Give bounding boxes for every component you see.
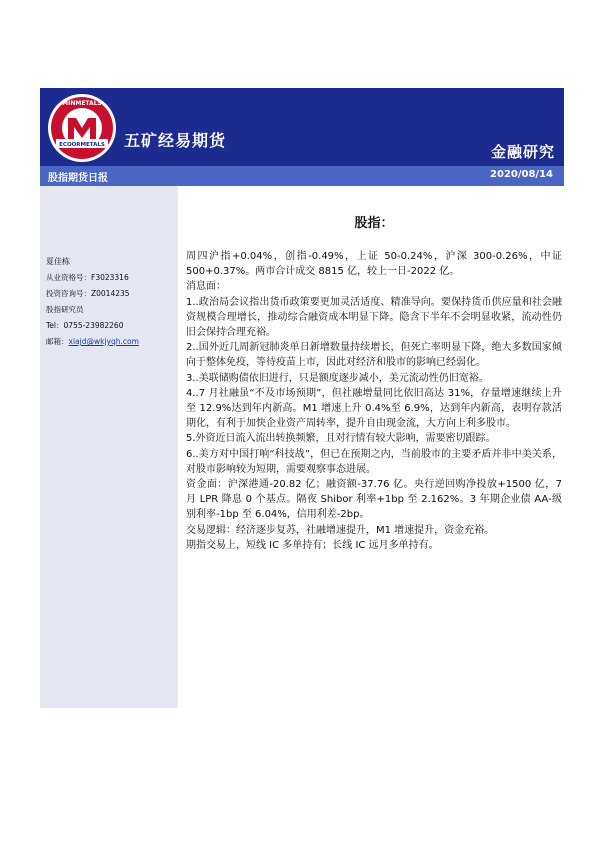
sub-header-band bbox=[40, 166, 564, 186]
news-item-5: 5.外资近日流入流出转换频繁，且对行情有较大影响，需要密切跟踪。 bbox=[186, 433, 496, 445]
logo-text: MINMETALS bbox=[62, 100, 102, 107]
header-band bbox=[40, 88, 564, 166]
trading-strategy: 期指交易上，短线 IC 多单持有；长线 IC 远月多单持有。 bbox=[186, 539, 439, 551]
department-name: 金融研究 bbox=[490, 143, 555, 161]
market-summary: 周四沪指+0.04%，创指-0.49%，上证 50-0.24%，沪深 300-0.26%，中证 500+0.37%。两市合计成交 8815 亿，较上一日-2022 亿。 bbox=[186, 251, 562, 278]
trading-logic: 交易逻辑：经济逐步复苏，社融增速提升，M1 增速提升，资金充裕。 bbox=[186, 524, 495, 536]
company-name: 五矿经易期货 bbox=[124, 131, 227, 150]
liquidity-paragraph: 资金面：沪深港通-20.82 亿；融资额-37.76 亿。央行逆回购净投放+1500 亿，7 月 LPR 降息 0 个基点。隔夜 Shibor 利率+1bp 至 2.162%。3 年期企业债 AA-级别利率-1bp 至 6.04%，信用利差-2bp。 bbox=[186, 479, 562, 521]
analyst-phone: Tel：0755-23982260 bbox=[46, 321, 124, 330]
analyst-name: 夏佳栋 bbox=[46, 257, 70, 266]
logo-subtext: ECOORMETALS bbox=[59, 142, 105, 148]
company-logo bbox=[46, 92, 118, 164]
news-item-4: 4..7 月社融虽“不及市场预期”，但社融增量同比依旧高达 31%，存量增速继续上升至 12.9%达到年内新高。M1 增速上升 0.4%至 6.9%，达到年内新高，表明存款活期化，有利于加快企业资产周转率，提升自由现金流，大方向上利多股市。 bbox=[186, 387, 562, 430]
report-body bbox=[186, 249, 562, 553]
analyst-role: 股指研究员 bbox=[46, 305, 84, 314]
report-date: 2020/08/14 bbox=[490, 169, 553, 180]
analyst-email-row bbox=[46, 336, 139, 347]
analyst-qualification: 从业资格号：F3023316 bbox=[46, 273, 129, 282]
section-title: 股指： bbox=[354, 216, 394, 231]
analyst-consult-number: 投资咨询号：Z0014235 bbox=[46, 289, 130, 298]
news-item-1: 1..政治局会议指出货币政策要更加灵活适度、精准导向。要保持货币供应量和社会融资规模合理增长，推动综合融资成本明显下降。隐含下半年不会明显收紧，流动性仍旧会保持合理充裕。 bbox=[186, 296, 562, 339]
news-item-2: 2..国外近几周新冠肺炎单日新增数量持续增长，但死亡率明显下降，绝大多数国家倾向于整体免疫，等待疫苗上市，因此对经济和股市的影响已经弱化。 bbox=[186, 342, 562, 369]
report-type: 股指期货日报 bbox=[48, 173, 108, 184]
news-heading: 消息面： bbox=[186, 281, 226, 293]
analyst-email-link[interactable]: xiajd@wkjyqh.com bbox=[68, 337, 139, 346]
news-item-6: 6..美方对中国打响“科技战”，但已在预期之内，当前股市的主要矛盾并非中美关系，对股市影响较为短期，需要观察事态进展。 bbox=[186, 448, 562, 475]
analyst-email-label: 邮箱： bbox=[46, 337, 69, 346]
news-item-3: 3..美联储购债依旧进行，只是额度逐步减小，美元流动性仍旧宽裕。 bbox=[186, 372, 489, 384]
